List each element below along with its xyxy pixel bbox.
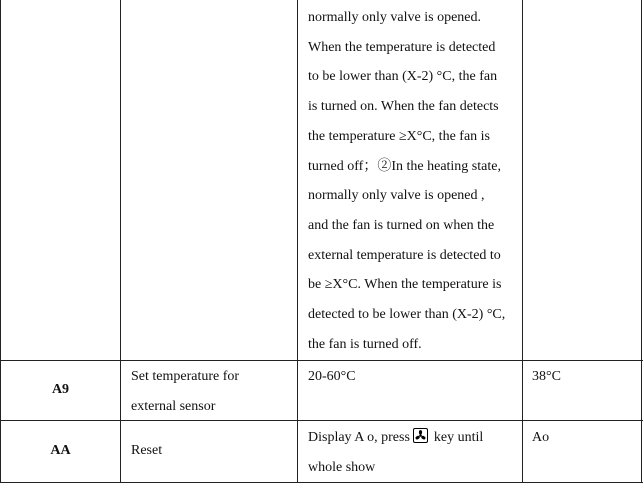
description-line: is turned on. When the fan detects — [308, 99, 499, 115]
row-divider — [0, 420, 643, 421]
description-cell — [308, 3, 505, 359]
column-divider — [120, 0, 121, 483]
param-code-aa: AA — [50, 443, 71, 458]
param-default-aa: Ao — [532, 430, 550, 445]
param-name-line: external sensor — [131, 398, 216, 414]
description-line: detected to be lower than (X-2) °C, — [308, 307, 506, 323]
param-name-aa: Reset — [131, 443, 163, 458]
param-range-a9: 20-60°C — [308, 369, 356, 384]
param-range-line: whole show — [308, 459, 376, 475]
param-name-line: Set temperature for — [131, 369, 240, 384]
range-text-before: Display A o, press — [308, 430, 410, 445]
fan-key-icon — [413, 428, 428, 443]
description-line: and the fan is turned on when the — [308, 217, 495, 233]
description-line: external temperature is detected to — [308, 247, 501, 263]
param-range-line — [308, 423, 483, 453]
range-text-after: key until — [433, 430, 484, 445]
description-line: normally only valve is opened , — [308, 188, 485, 204]
row-divider — [0, 360, 643, 361]
description-line: the fan is turned off. — [308, 336, 422, 352]
column-divider — [297, 0, 298, 483]
param-name-a9 — [131, 362, 239, 421]
description-line: normally only valve is opened. — [308, 10, 482, 25]
param-default-a9: 38°C — [532, 369, 561, 384]
description-line: to be lower than (X-2) °C, the fan — [308, 69, 498, 85]
description-line: the temperature ≥X°C, the fan is — [308, 128, 490, 144]
table-left-border — [0, 0, 1, 483]
table-right-border — [641, 0, 642, 483]
description-line: When the temperature is detected — [308, 39, 496, 55]
description-line: be ≥X°C. When the temperature is — [308, 277, 502, 293]
column-divider — [522, 0, 523, 483]
description-line: turned off；②In the heating state, — [308, 158, 501, 174]
param-code-a9: A9 — [51, 382, 70, 397]
param-range-aa — [308, 423, 483, 482]
